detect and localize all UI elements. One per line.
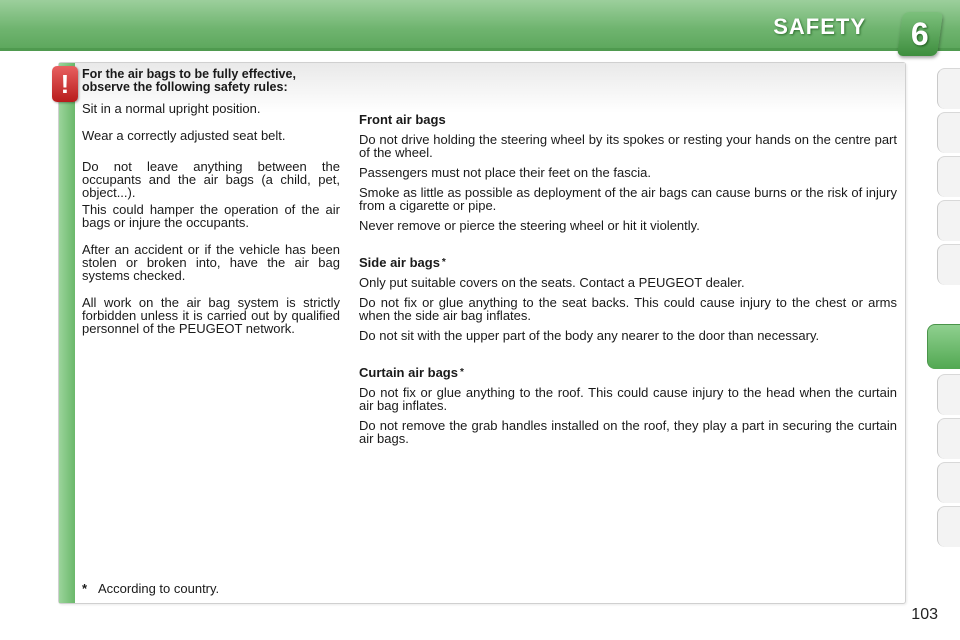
curtain-airbags-paragraph: Do not remove the grab handles installed on the roof, they play a part in securing the curtain air bags.: [359, 418, 897, 446]
country-footnote-marker: *: [459, 367, 464, 378]
chapter-tab-strip: [930, 68, 960, 578]
front-airbags-paragraph: Passengers must not place their feet on the fascia.: [359, 165, 651, 180]
side-airbags-paragraph: Do not fix or glue anything to the seat backs. This could cause injury to the chest or arms when the side air bag inflates.: [359, 295, 897, 323]
footnote-text: According to country.: [98, 581, 220, 596]
safety-rules-column: [82, 68, 340, 349]
panel-side-bar: [59, 63, 75, 603]
curtain-airbags-paragraph: Do not fix or glue anything to the roof. This could cause injury to the head when the curtain air bag inflates.: [359, 385, 897, 413]
footnote-star: *: [82, 581, 88, 596]
chapter-tab-5: [937, 244, 960, 285]
chapter-tab-7: [937, 374, 960, 415]
chapter-tab-3: [937, 156, 960, 197]
side-airbags-title-text: Side air bags: [359, 255, 440, 270]
rule-paragraph: Sit in a normal upright position.: [82, 101, 261, 116]
chapter-tab-8: [937, 418, 960, 459]
airbag-sections-column: [359, 113, 897, 452]
front-airbags-paragraph: Do not drive holding the steering wheel by its spokes or resting your hands on the centre part of the wheel.: [359, 132, 897, 160]
country-footnote: [82, 582, 219, 596]
header-bar: [0, 0, 960, 51]
rule-paragraph: Wear a correctly adjusted seat belt.: [82, 128, 286, 143]
front-airbags-title: Front air bags: [359, 112, 446, 127]
country-footnote-marker: *: [441, 257, 446, 268]
curtain-airbags-title-text: Curtain air bags: [359, 365, 458, 380]
rule-paragraph: After an accident or if the vehicle has been stolen or broken into, have the air bag systems checked.: [82, 242, 340, 283]
chapter-tab-4: [937, 200, 960, 241]
chapter-tab-1: [937, 68, 960, 109]
side-airbags-title: [359, 256, 897, 269]
front-airbags-paragraph: Never remove or pierce the steering wheel or hit it violently.: [359, 218, 700, 233]
chapter-title: SAFETY: [773, 14, 866, 39]
chapter-tab-2: [937, 112, 960, 153]
rule-paragraph: Do not leave anything between the occupants and the air bags (a child, pet, object...).: [82, 159, 340, 200]
side-airbags-paragraph: Do not sit with the upper part of the body any nearer to the door than necessary.: [359, 328, 820, 343]
safety-rules-heading: For the air bags to be fully effective, observe the following safety rules:: [82, 67, 296, 94]
front-airbags-paragraph: Smoke as little as possible as deployment of the air bags can cause burns or the risk of injury from a cigarette or pipe.: [359, 185, 897, 213]
page-number: 103: [911, 606, 938, 623]
side-airbags-paragraph: Only put suitable covers on the seats. Contact a PEUGEOT dealer.: [359, 275, 745, 290]
warning-icon: [52, 66, 78, 102]
exclamation-icon: !: [60, 68, 70, 99]
curtain-airbags-title: [359, 366, 897, 379]
chapter-tab-10: [937, 506, 960, 547]
rule-paragraph: This could hamper the operation of the air bags or injure the occupants.: [82, 202, 340, 230]
chapter-number-badge: [897, 12, 943, 56]
chapter-tab-6-active: [927, 324, 960, 369]
rule-paragraph: All work on the air bag system is strictly forbidden unless it is carried out by qualified personnel of the PEUGEOT network.: [82, 295, 340, 336]
chapter-number: 6: [911, 15, 929, 52]
chapter-tab-9: [937, 462, 960, 503]
